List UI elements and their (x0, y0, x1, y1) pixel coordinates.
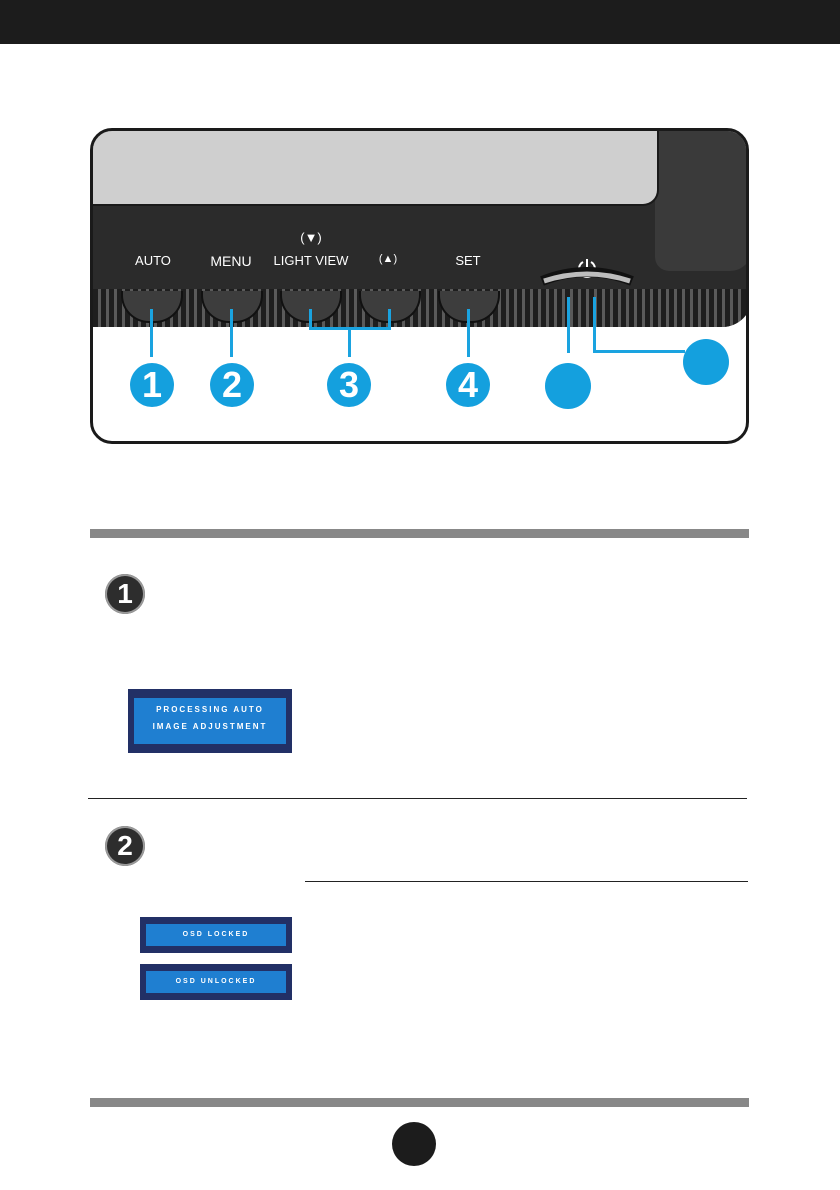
set-button-label: SET (455, 253, 481, 268)
callout-3: 3 (327, 363, 371, 407)
section-2-subrule (305, 881, 748, 882)
section-1-badge: 1 (105, 574, 145, 614)
callout-6 (683, 339, 729, 385)
callout-line-6b (593, 350, 685, 353)
osd-unlocked-message (140, 964, 292, 1000)
top-header-bar (0, 0, 840, 44)
callout-1: 1 (130, 363, 174, 407)
menu-button-label: MENU (210, 253, 252, 269)
section-2-badge: 2 (105, 826, 145, 866)
power-button[interactable] (538, 267, 636, 297)
section-divider-bottom (90, 1098, 749, 1107)
callout-4: 4 (446, 363, 490, 407)
osd-line-1: PROCESSING AUTO (156, 705, 264, 714)
light-view-down-label: (▼) (300, 230, 322, 245)
callout-5 (545, 363, 591, 409)
section-divider-top (90, 529, 749, 538)
callout-line-3b (388, 309, 391, 329)
monitor-bezel-side (655, 131, 749, 271)
callout-line-2 (230, 309, 233, 357)
osd-line-2: IMAGE ADJUSTMENT (152, 722, 268, 731)
callout-line-3d (348, 327, 351, 357)
section-divider-middle (88, 798, 747, 799)
page-number-badge (392, 1122, 436, 1166)
monitor-bottom-ridge (93, 289, 749, 327)
monitor-screen (93, 131, 659, 206)
up-button-label: (▲) (378, 253, 398, 265)
callout-line-6a (593, 297, 596, 353)
callout-line-5 (567, 297, 570, 353)
auto-button-label: AUTO (135, 253, 171, 268)
callout-2: 2 (210, 363, 254, 407)
monitor-controls-diagram (90, 128, 749, 444)
callout-line-4 (467, 309, 470, 357)
callout-line-3a (309, 309, 312, 329)
osd-locked-text: OSD LOCKED (182, 931, 250, 938)
callout-line-1 (150, 309, 153, 357)
light-view-button-label: LIGHT VIEW (273, 253, 349, 268)
osd-unlocked-text: OSD UNLOCKED (175, 978, 257, 985)
osd-locked-message (140, 917, 292, 953)
osd-auto-adjust-message (128, 689, 292, 753)
